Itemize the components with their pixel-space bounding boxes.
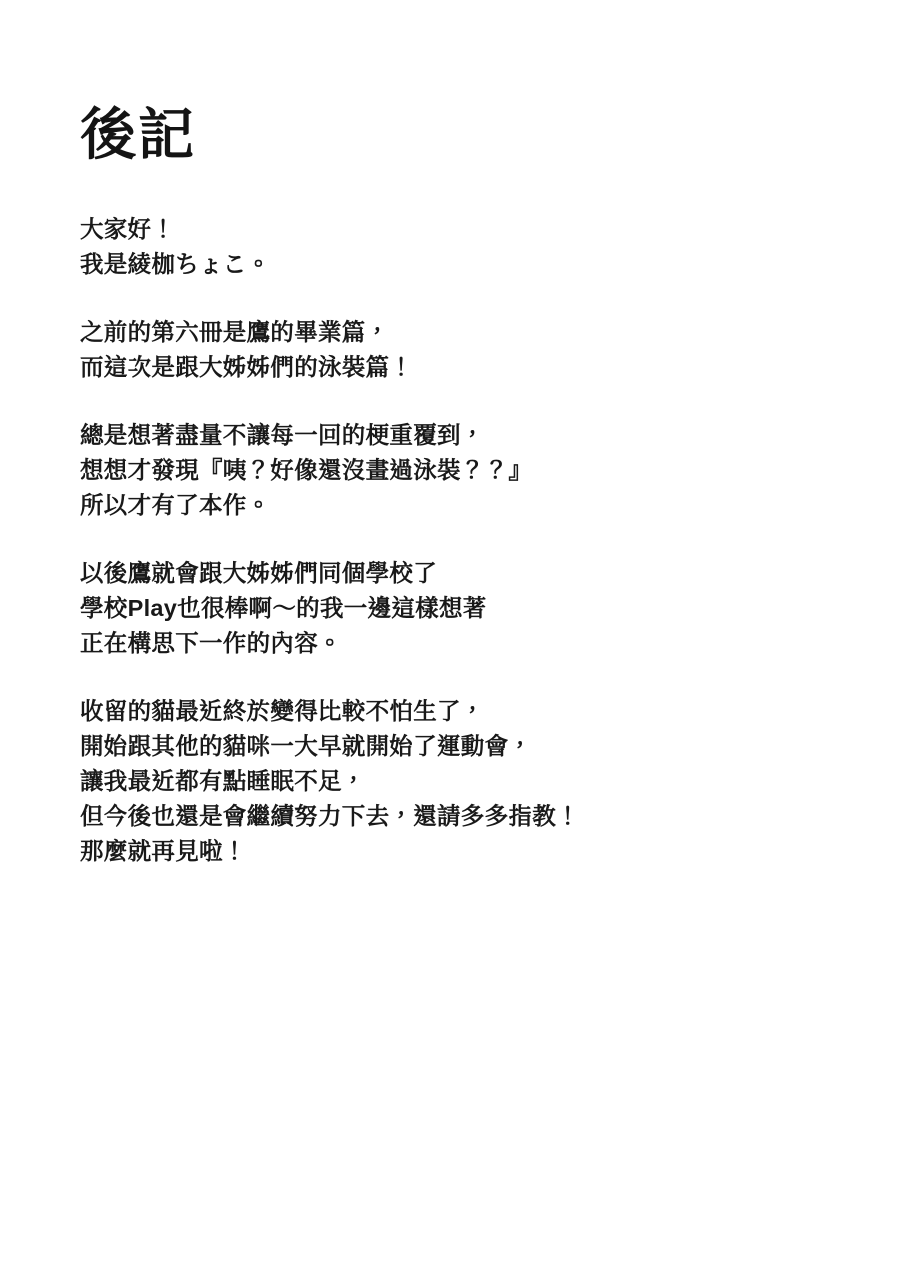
- text-line: 想想才發現『咦？好像還沒畫過泳裝？？』: [80, 456, 533, 483]
- paragraph-previous-volume: [80, 315, 846, 385]
- paragraph-theme-idea: [80, 418, 846, 523]
- page-title: 後記: [80, 103, 196, 166]
- paragraph-cat-story: [80, 694, 846, 869]
- text-line: 我是綾枷ちょこ。: [80, 250, 271, 277]
- afterword-body: [80, 212, 846, 869]
- text-line: 讓我最近都有點睡眠不足，: [80, 767, 366, 794]
- text-line: 那麼就再見啦！: [80, 837, 247, 864]
- text-line: 所以才有了本作。: [80, 491, 271, 518]
- text-line: 開始跟其他的貓咪一大早就開始了運動會，: [80, 732, 533, 759]
- text-line: 學校Play也很棒啊～的我一邊這樣想著: [80, 594, 487, 621]
- text-line: 大家好！: [80, 215, 176, 242]
- text-line: 但今後也還是會繼續努力下去，還請多多指教！: [80, 802, 580, 829]
- text-line: 以後鷹就會跟大姊姊們同個學校了: [80, 559, 437, 586]
- text-line: 總是想著盡量不讓每一回的梗重覆到，: [80, 421, 485, 448]
- text-line: 而這次是跟大姊姊們的泳裝篇！: [80, 353, 414, 380]
- text-line: 收留的貓最近終於變得比較不怕生了，: [80, 697, 485, 724]
- text-line: 正在構思下一作的內容。: [80, 629, 342, 656]
- paragraph-greeting: [80, 212, 846, 282]
- text-line: 之前的第六冊是鷹的畢業篇，: [80, 318, 390, 345]
- paragraph-next-work: [80, 556, 846, 661]
- afterword-content: [80, 104, 846, 869]
